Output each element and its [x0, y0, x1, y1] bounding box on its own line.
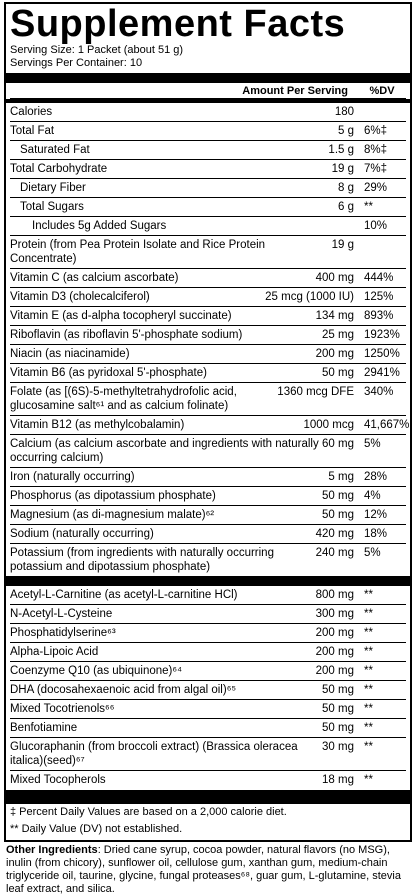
nutrient-dv: 1250% [364, 348, 400, 360]
nutrient-amount: 180 [334, 106, 354, 118]
nutrient-row [10, 506, 406, 525]
nutrient-amount: 25 mg [322, 329, 354, 341]
compound-row [10, 700, 406, 719]
nutrient-dv: 18% [364, 528, 388, 540]
other-compound-list [10, 586, 406, 790]
nutrient-row [10, 307, 406, 326]
nutrient-amount: 1000 mcg [303, 419, 354, 431]
nutrient-dv: ** [364, 684, 373, 696]
nutrient-amount: 800 mg [315, 589, 354, 601]
nutrient-row [10, 236, 406, 269]
nutrient-amount: 60 mg [322, 438, 354, 450]
footnote-calorie: ‡ Percent Daily Values are based on a 2,000 calorie diet. [10, 806, 287, 818]
nutrient-amount: 5 mg [328, 471, 354, 483]
nutrient-name: Benfotiamine [10, 722, 78, 734]
nutrient-name: Niacin (as niacinamide) [10, 348, 130, 360]
nutrient-amount: 50 mg [322, 722, 354, 734]
nutrient-row [10, 198, 406, 217]
nutrient-row [10, 364, 406, 383]
servings-per-container: Servings Per Container: 10 [10, 57, 143, 69]
supplement-facts-panel [4, 2, 412, 842]
nutrient-row [10, 544, 406, 576]
nutrient-dv: 893% [364, 310, 394, 322]
nutrient-dv: ** [364, 722, 373, 734]
nutrient-dv: ** [364, 627, 373, 639]
nutrient-amount: 19 g [331, 163, 354, 175]
nutrient-amount: 1.5 g [328, 144, 354, 156]
nutrient-name: Mixed Tocotrienols⁶⁶ [10, 703, 115, 715]
nutrient-dv: 2941% [364, 367, 400, 379]
nutrient-dv: 5% [364, 547, 381, 559]
nutrient-dv: ** [364, 201, 373, 213]
nutrient-row [10, 217, 406, 236]
nutrient-dv: 444% [364, 272, 394, 284]
nutrient-row [10, 326, 406, 345]
nutrient-amount: 5 g [338, 125, 354, 137]
nutrient-row [10, 525, 406, 544]
nutrient-dv: ** [364, 589, 373, 601]
nutrient-row [10, 288, 406, 307]
nutrient-name: Dietary Fiber [20, 182, 86, 194]
nutrient-row [10, 345, 406, 364]
nutrient-dv: ** [364, 703, 373, 715]
nutrient-row [10, 468, 406, 487]
nutrient-amount: 25 mcg (1000 IU) [265, 291, 354, 303]
nutrient-amount: 18 mg [322, 774, 354, 786]
divider-thick [6, 576, 410, 586]
nutrient-row [10, 141, 406, 160]
nutrient-name: Mixed Tocopherols [10, 774, 106, 786]
nutrient-dv: 125% [364, 291, 394, 303]
nutrient-dv: 8%‡ [364, 144, 388, 156]
nutrient-name: Vitamin E (as d-alpha tocopheryl succinate) [10, 310, 232, 322]
nutrient-name: Vitamin D3 (cholecalciferol) [10, 291, 150, 303]
nutrient-row [10, 416, 410, 435]
nutrient-row [10, 122, 406, 141]
nutrient-dv: ** [364, 646, 373, 658]
nutrient-row [10, 383, 406, 416]
nutrient-dv: 1923% [364, 329, 400, 341]
nutrient-name: Magnesium (as di-magnesium malate)⁶² [10, 509, 215, 521]
compound-row [10, 624, 406, 643]
nutrient-name: Includes 5g Added Sugars [32, 220, 167, 232]
amount-header: Amount Per Serving [242, 85, 348, 97]
compound-row [10, 719, 406, 738]
nutrient-amount: 200 mg [315, 646, 354, 658]
nutrient-amount: 50 mg [322, 490, 354, 502]
nutrient-name: Total Sugars [20, 201, 84, 213]
footnote-dv: ** Daily Value (DV) not established. [10, 823, 183, 835]
nutrient-amount: 30 mg [322, 741, 354, 753]
divider-thick [6, 790, 410, 804]
nutrient-dv: ** [364, 608, 373, 620]
nutrient-amount: 8 g [338, 182, 354, 194]
nutrient-name: Phosphatidylserine⁶³ [10, 627, 116, 639]
nutrient-dv: 41,667% [364, 419, 410, 431]
nutrient-amount: 420 mg [315, 528, 354, 540]
nutrient-amount: 300 mg [315, 608, 354, 620]
nutrient-row [10, 269, 406, 288]
nutrient-name: DHA (docosahexaenoic acid from algal oil)⁶⁵ [10, 684, 237, 696]
nutrient-row [10, 487, 406, 506]
column-header [10, 83, 406, 99]
nutrient-dv: 7%‡ [364, 163, 388, 175]
nutrient-amount: 6 g [338, 201, 354, 213]
nutrient-list [10, 103, 410, 576]
nutrient-name: Calories [10, 106, 53, 118]
nutrient-name: Sodium (naturally occurring) [10, 528, 154, 540]
nutrient-row [10, 435, 406, 468]
nutrient-name: Potassium (from ingredients with naturally occurring potassium and dipotassium phosphate) [10, 547, 274, 573]
nutrient-amount: 240 mg [315, 547, 354, 559]
nutrient-dv: 12% [364, 509, 388, 521]
nutrient-row [10, 179, 406, 198]
nutrient-amount: 200 mg [315, 665, 354, 677]
nutrient-dv: 29% [364, 182, 388, 194]
nutrient-name: Protein (from Pea Protein Isolate and Rice Protein Concentrate) [10, 239, 266, 265]
nutrient-dv: ** [364, 774, 373, 786]
other-ingredients [6, 844, 411, 896]
divider-thick [6, 73, 410, 83]
compound-row [10, 605, 406, 624]
nutrient-name: Total Fat [10, 125, 55, 137]
other-ingredients-text: : Dried cane syrup, cocoa powder, natural flavors (no MSG), inulin (from chicory), sunflower oil, cellulose gum, xanthan gum, medium-chain triglyceride oil, taurine, glycine, fungal proteases⁶⁸, guar gum, L-glutamine, stevia leaf extract, and silica. [6, 844, 401, 895]
nutrient-dv: 4% [364, 490, 381, 502]
nutrient-name: Total Carbohydrate [10, 163, 108, 175]
nutrient-name: Vitamin B12 (as methylcobalamin) [10, 419, 185, 431]
serving-size: Serving Size: 1 Packet (about 51 g) [10, 44, 184, 56]
nutrient-amount: 1360 mcg DFE [277, 386, 354, 398]
nutrient-name: N-Acetyl-L-Cysteine [10, 608, 113, 620]
nutrient-row [10, 160, 406, 179]
nutrient-name: Saturated Fat [20, 144, 90, 156]
nutrient-name: Glucoraphanin (from broccoli extract) (Brassica oleracea italica)(seed)⁶⁷ [10, 741, 298, 767]
nutrient-name: Alpha-Lipoic Acid [10, 646, 99, 658]
dv-header: %DV [369, 85, 395, 97]
nutrient-dv: 340% [364, 386, 394, 398]
nutrient-name: Riboflavin (as riboflavin 5'-phosphate sodium) [10, 329, 243, 341]
compound-row [10, 662, 406, 681]
nutrient-name: Coenzyme Q10 (as ubiquinone)⁶⁴ [10, 665, 183, 677]
nutrient-dv: 6%‡ [364, 125, 388, 137]
other-ingredients-label: Other Ingredients [6, 844, 98, 856]
nutrient-amount: 19 g [331, 239, 354, 251]
nutrient-row [10, 103, 406, 122]
nutrient-amount: 200 mg [315, 348, 354, 360]
panel-title: Supplement Facts [10, 3, 346, 45]
nutrient-name: Acetyl-L-Carnitine (as acetyl-L-carnitine HCl) [10, 589, 238, 601]
nutrient-name: Calcium (as calcium ascorbate and ingredients with naturally occurring calcium) [10, 438, 319, 464]
compound-row [10, 681, 406, 700]
nutrient-dv: ** [364, 741, 373, 753]
nutrient-amount: 200 mg [315, 627, 354, 639]
nutrient-amount: 50 mg [322, 509, 354, 521]
nutrient-dv: 28% [364, 471, 388, 483]
nutrient-amount: 134 mg [315, 310, 354, 322]
nutrient-amount: 50 mg [322, 367, 354, 379]
nutrient-amount: 400 mg [315, 272, 354, 284]
nutrient-dv: 5% [364, 438, 381, 450]
compound-row [10, 771, 406, 790]
nutrient-dv: ** [364, 665, 373, 677]
nutrient-name: Iron (naturally occurring) [10, 471, 135, 483]
nutrient-name: Vitamin C (as calcium ascorbate) [10, 272, 179, 284]
compound-row [10, 643, 406, 662]
compound-row [10, 738, 406, 771]
nutrient-amount: 50 mg [322, 684, 354, 696]
nutrient-name: Folate (as [(6S)-5-methyltetrahydrofolic acid, glucosamine salt⁶¹ and as calcium folinate) [10, 386, 237, 412]
nutrient-amount: 50 mg [322, 703, 354, 715]
nutrient-dv: 10% [364, 220, 388, 232]
compound-row [10, 586, 406, 605]
nutrient-name: Vitamin B6 (as pyridoxal 5'-phosphate) [10, 367, 207, 379]
nutrient-name: Phosphorus (as dipotassium phosphate) [10, 490, 216, 502]
